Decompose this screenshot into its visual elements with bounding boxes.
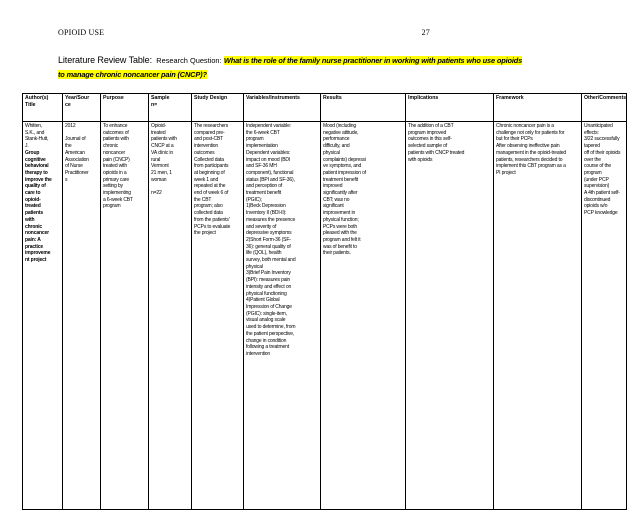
literature-review-table [22,93,627,510]
table-header-row [23,94,627,122]
table-title-block [58,53,618,82]
cell-sample: Opioid- treated patients with CNCP at a VA clinic in rural Vermont 21 men, 1 woman n=22 [149,122,192,510]
table-row [23,122,627,510]
research-question-line-2: to manage chronic noncancer pain (CNCP)? [58,70,207,79]
author-names: Whitten, S.K., and Stank-Hutt, J. [25,123,49,150]
article-title: Group cognitive behavioral therapy to improve the quality of care to opioid- treated patients with chronic noncancer pain: A practice improveme nt project [25,149,52,264]
col-header-results: Results [321,94,406,122]
title-line-1 [58,53,618,68]
cell-results: Mood (including negative attitude, performance difficulty, and physical complaints) depressi ve symptoms, and patient impression of treatment benefit improved significantly after CBT; was no significant improvement in physical function; PCPs were both pleased with the program and felt it was of benefit to their patients. [321,122,406,510]
table-title: Literature Review Table: [58,55,152,65]
research-question-label: Research Question: [156,56,222,65]
col-header-design: Study Design [192,94,244,122]
col-header-variables: Variables/Instruments [244,94,321,122]
cell-author [23,122,63,510]
cell-purpose: To enhance outcomes of patients with chronic noncancer pain (CNCP) treated with opioids in a primary care setting by implementing a 6-week CBT program [101,122,149,510]
col-header-author: Author(s) Title [23,94,63,122]
col-header-purpose: Purpose [101,94,149,122]
col-header-comments: Other/Comments [582,94,627,122]
cell-implications: The addition of a CBT program improved outcomes in this self- selected sample of patients with CNCP treated with opioids [406,122,494,510]
col-header-implications: Implications [406,94,494,122]
title-line-2 [58,68,618,82]
col-header-framework: Framework [494,94,582,122]
cell-study-design: The researchers compared pre- and post-CBT intervention outcomes Collected data from participants at beginning of week 1 and repeated at the end of week 6 of the CBT program; also collected data from the patients' PCPs to evaluate the project [192,122,244,510]
running-head: OPIOID USE [58,28,105,37]
cell-year-source: 2012 Journal of the American Association of Nurse Practitioner s [63,122,101,510]
cell-comments: Unanticipated effects: 3/22 successfully tapered off of their opioids over the course of the program (under PCP supervision) A 4th patient self- discontinued opioids w/o PCP knowledge [582,122,627,510]
research-question-line-1: What is the role of the family nurse practitioner in working with patients who use opioids [223,56,523,65]
col-header-sample: Sample n= [149,94,192,122]
cell-variables: Independent variable: the 6-week CBT program implementation Dependent variables: impact on mood (BDI and SF-36 MH component), functional status (BPI and SF-36), and perception of treatment benefit (PGIC); 1)Beck Depression Inventory II (BDI-II): measures the presence and severity of depressive symptoms 2)Short Form-36 (SF- 36): general quality of life (QOL), health survey, both mental and physical 3)Brief Pain Inventory (BPI): measures pain intensity and effect on physical functioning 4)Patient Global Impression of Change (PGIC): single-item, visual analog scale used to determine, from the patient perspective, change in condition following a treatment intervention [244,122,321,510]
col-header-year: Year/Sour ce [63,94,101,122]
cell-framework: Chronic noncancer pain is a challenge not only for patients for but for their PCPs After observing ineffective pain management in the opioid-treated patients, researchers decided to implement this CBT program as a PI project [494,122,582,510]
running-header [58,28,430,37]
page-number: 27 [421,28,430,37]
